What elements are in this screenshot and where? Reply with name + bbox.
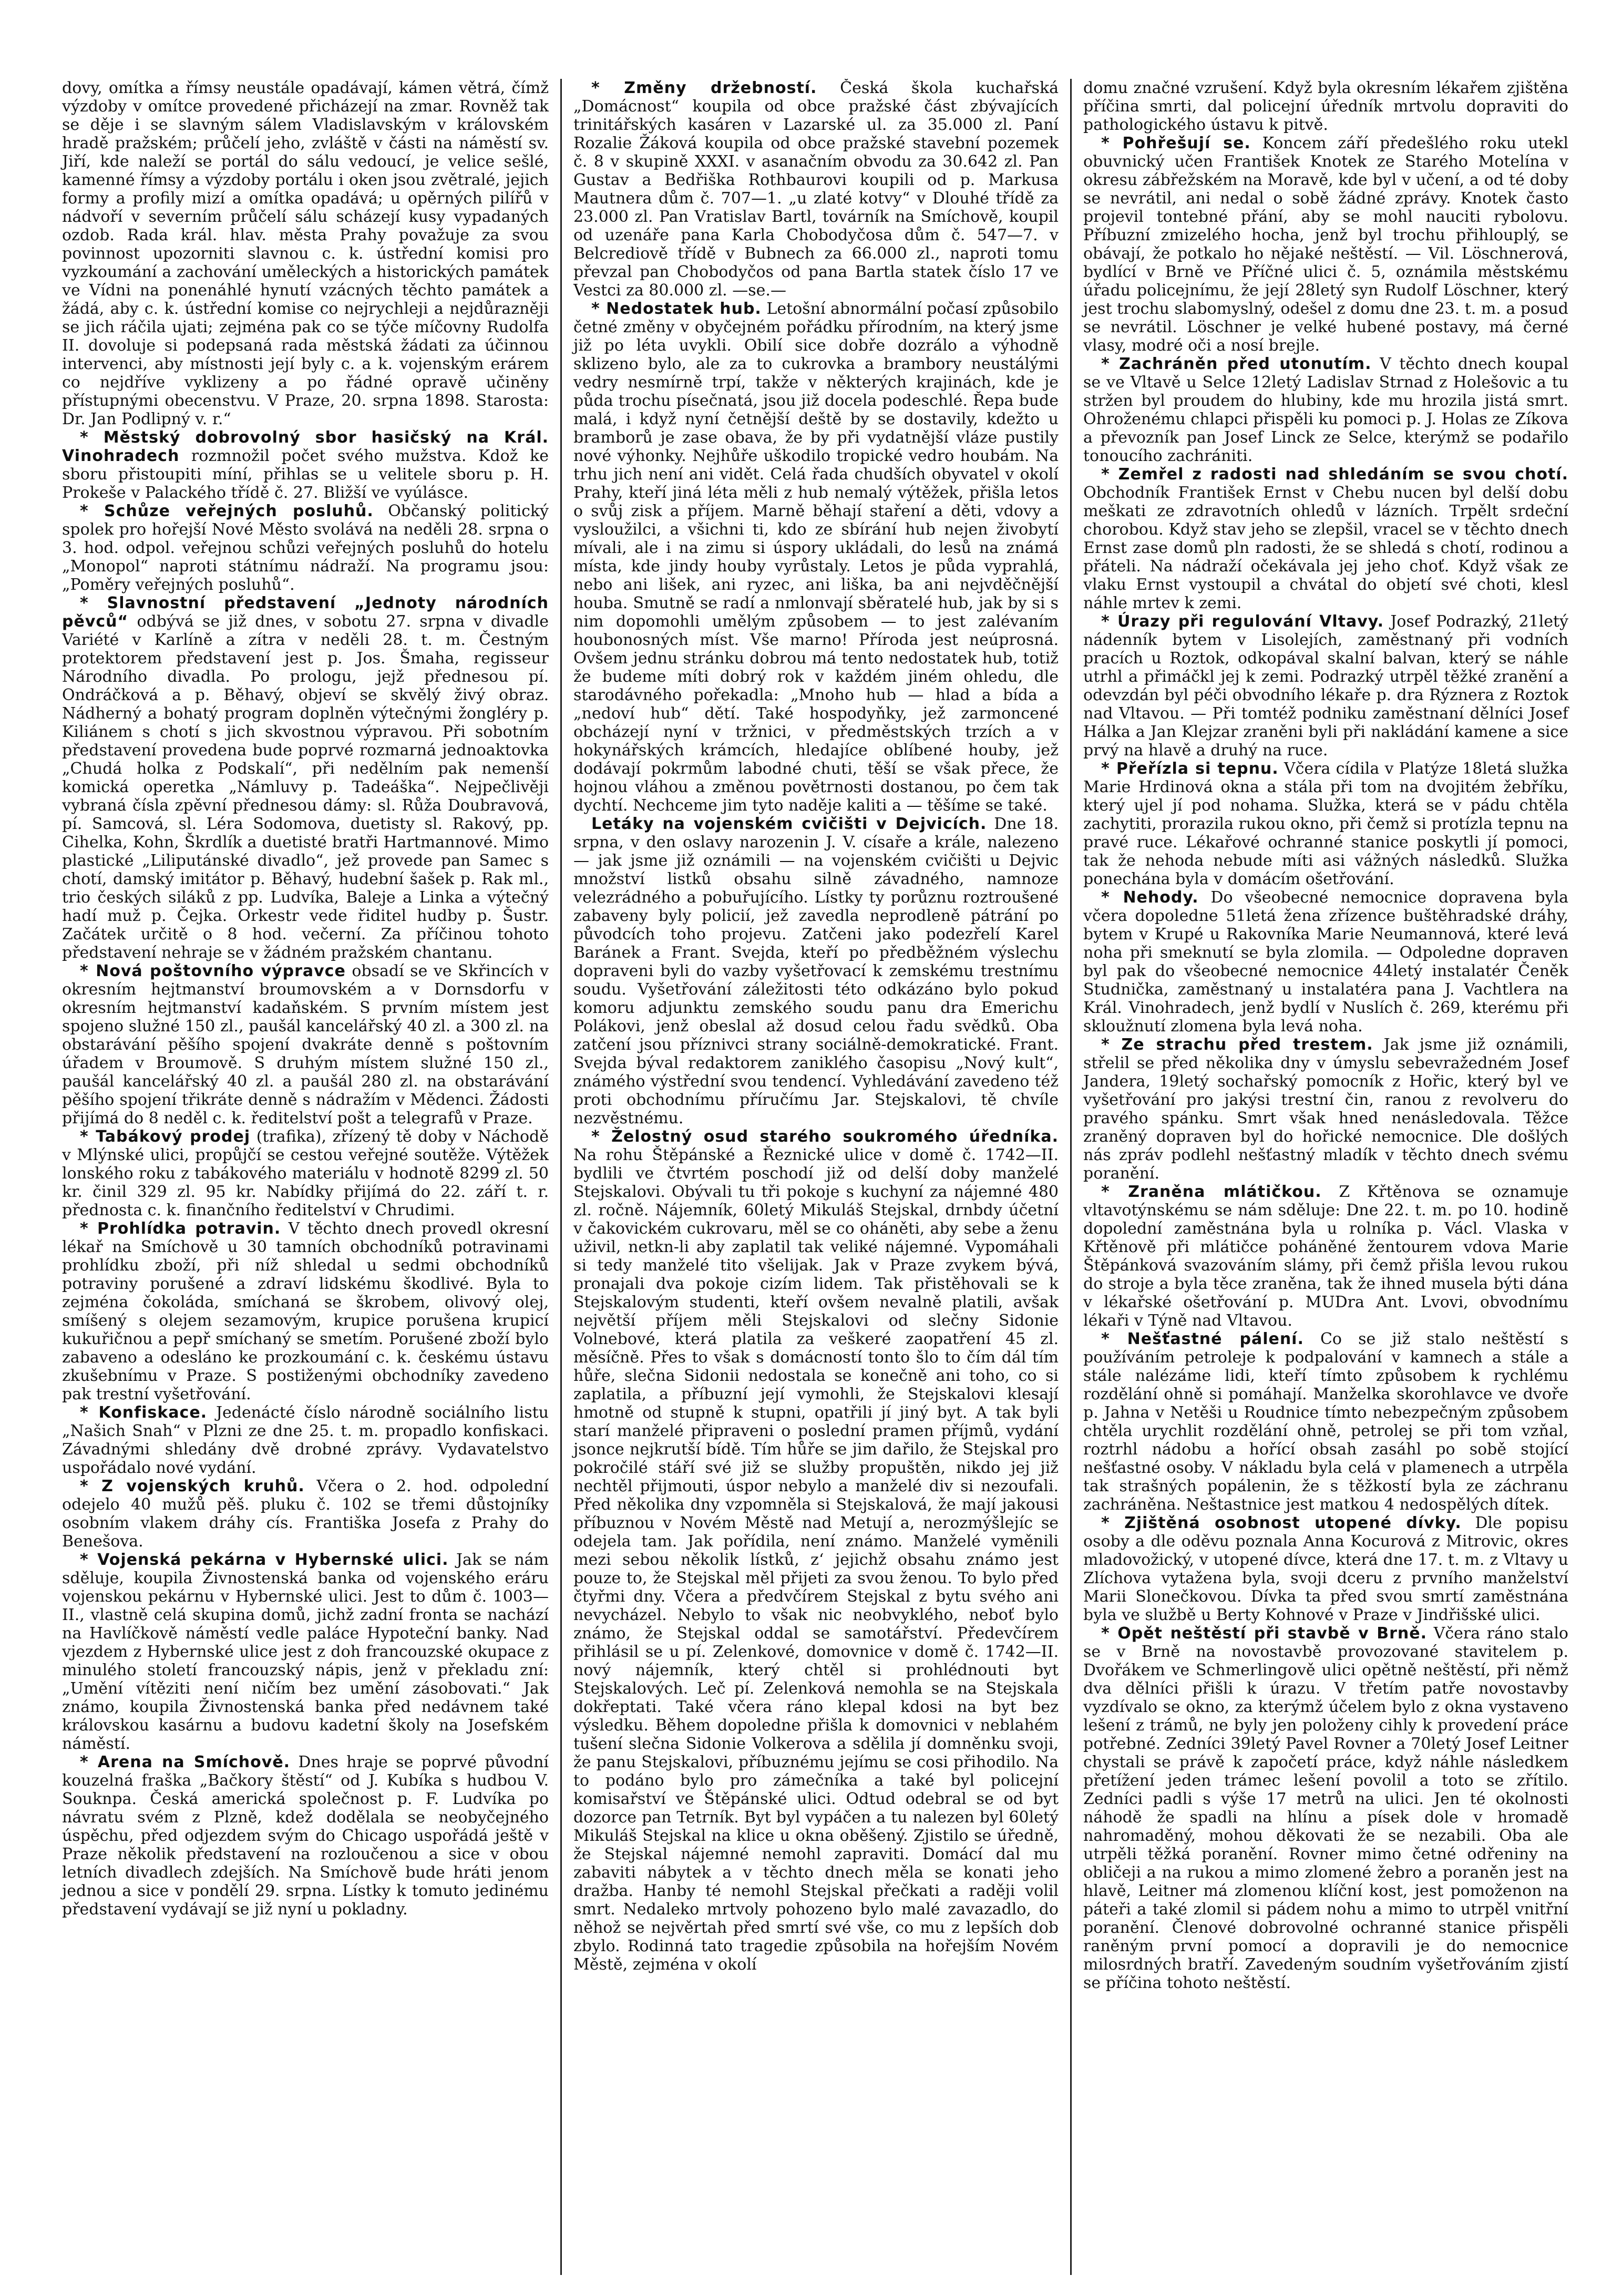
article-heading: * Prohlídka potravin. bbox=[80, 1219, 281, 1238]
article-text: Josef Podrazký, 21letý nádenník bytem v Lisolejích, zaměstnaný při vodních pracích u Roztok, odkopával skalní balvan, který se náhle utrhl a přimáčkl jej k zemi. Podrazký utrpěl těžké zranění a odevzdán byl péči obvodního lékaře p. dra Rýznera z Roztok nad Vltavou. — Při tomtéž podniku zaměstnaní dělníci Josef Hálka a Jan Klejzar zraněni byli při nakládání kamene a sice prvý na hlavě a druhý na ruce. bbox=[1083, 612, 1568, 760]
article-text: Koncem září předešlého roku utekl obuvnický učen František Knotek ze Starého Motelína v okresu zábřežském na Moravě, kde byl v učení, a od té doby se nevrátil, ani nedal o sobě žádné zprávy. Knotek často projevil tontebné přání, aby se mohl nauciti rybolovu. Příbuzní zmizelého hocha, jenž byl trochu přihlouplý, se obávají, že potkalo ho nějaké neštěstí. — Vil. Löschnerová, bydlící v Brně ve Příčné ulici č. 5, oznámila městskému úřadu policejnímu, že její 28letý syn Rudolf Löschner, který jest trochu slabomyslný, odešel z domu dne 23. t. m. a posud se nevrátil. Löschner je velké hubené postavy, má černé vlasy, modré oči a nosí brejle. bbox=[1083, 134, 1568, 355]
article bbox=[1083, 1514, 1568, 1624]
article-text: Jedenácté číslo národně sociálního listu „Našich Snah“ v Plzni ze dne 25. t. m. propadlo konfiskaci. Závadnými shledány dvě drobné zprávy. Vydavatelstvo uspořádalo nové vydání. bbox=[62, 1403, 549, 1477]
article bbox=[1083, 1183, 1568, 1330]
article-heading: * Z vojenských kruhů. bbox=[80, 1477, 305, 1495]
article-text: Občanský politický spolek pro hořejší Nové Město svolává na neděli 28. srpna o 3. hod. odpol. veřejnou schůzi veřejných posluhů do hotelu „Monopol“ naproti státnímu nádraží. Na programu jsou: „Poměry veřejných posluhů“. bbox=[62, 502, 549, 594]
article-heading: * Úrazy při regulování Vltavy. bbox=[1101, 612, 1384, 631]
article-text: Z Křtěnova se oznamuje vltavotýnskému se nám sděluje: Dne 22. t. m. po 10. hodině dopolední zaměstnána byla u rolníka p. Václ. Vlaska v Křtěnově při mlátičce poháněné žentourem vdova Marie Štěpánková svazováním slámy, při čemž přišla levou rukou do stroje a byla těce zraněna, tak že ihned musela býti dána v lékařské ošetřování p. MUDra Ant. Lvovi, obvodnímu lékaři v Týně nad Vltavou. bbox=[1083, 1183, 1568, 1330]
article-text: Česká škola kuchařská „Domácnost“ koupila od obce pražské část zbývajících trinitářských kasáren v Lazarské ul. za 35.000 zl. Paní Rozalie Žáková koupila od obce pražské stavební pozemek č. 8 v skupině XXXI. v asanačním obvodu za 30.642 zl. Pan Gustav a Bedřiška Rothbaurovi koupili od p. Markusa Mautnera dům č. 707—1. „u zlaté kotvy“ v Dlouhé třídě za 23.000 zl. Pan Vratislav Bartl, továrník na Smíchově, koupil od uzenáře pana Karla Chobodyčosa dům č. 547—7. v Belcrediově třídě v Bubnech za 66.000 zl., naproti tomu převzal pan Chobodyčos od pana Bartla statek číslo 17 ve Vestci za 80.000 zl. —se.— bbox=[573, 79, 1059, 300]
article-heading: * Opět neštěstí při stavbě v Brně. bbox=[1101, 1624, 1428, 1643]
article bbox=[62, 962, 549, 1128]
article-heading: * Tabákový prodej bbox=[80, 1128, 251, 1146]
article-heading: * Nedostatek hub. bbox=[591, 300, 762, 318]
article-heading: * Přeřízla si tepnu. bbox=[1101, 760, 1279, 778]
article-heading: * Městský dobrovolný sbor hasičský na Král. Vinohradech bbox=[62, 428, 549, 465]
article-text: Letošní abnormální počasí způsobilo četné změny v obyčejném pořádku přírodním, na který jsme již po léta uvykli. Obilí sice dobře dozrálo a výhodně sklizeno bylo, ale za to cukrovka a brambory neustálými vedry nesmírně trpí, takže v některých krajinách, kde je půda trochu písečnatá, jsou již docela podeschlé. Řepa bude malá, i když nyní četnější deště by se dostavily, kdežto u bramborů je zase obava, že by při vydatnější vláze pustily nové výhonky. Nejhůře uškodilo tropické vedro houbám. Na trhu jich není ani vidět. Celá řada chudších obyvatel v okolí Prahy, kteří jiná léta měli z hub nemalý výtěžek, přišla letos o svůj zisk a příjem. Marně běhají staření a děti, vdovy a vysloužilci, a všichni ti, kdo ze sbírání hub nejen živobytí mívali, ale i na zimu si úspory ukládali, do lesů na známá místa, kde jindy houby vyrůstaly. Letos je půda vyprahlá, nebo ani lišek, ani ryzec, ani liška, ba ani nejvděčnější houba. Smutně se radí a nmlonvají sběratelé hub, jak by si s nim dopomohli umělým způsobem — to jest zalévaním houbonosných míst. Vše marno! Příroda jest neúprosná. Ovšem jednu stránku dobrou má tento nedostatek hub, totiž že budeme míti dobrý rok v každém jiném ohledu, dle starodávného pořekadla: „Mnoho hub — hlad a bída a „nedoví hub“ dětí. Také hospodyňky, jež zarmoncené obcházejí nyní v tržnici, v předměstských trzích a v hokynářských krámcích, hledajíce oblíbené houby, jež dodávají pokrmům labodné chuti, těší se však přece, že hojnou vláhou a změnou povětrnosti dostanou, po čem tak dychtí. Nechceme jim tyto naděje kaliti a — těšíme se také. bbox=[573, 300, 1059, 815]
article-text: Dnes hraje se poprvé původní kouzelná fraška „Bačkory štěstí“ od J. Kubíka s hudbou V. Souknpa. Česká americká společnost p. F. Ludvíka po návratu svém z Plzně, kdež dodělala se neobyčejného úspěchu, před odjezdem svým do Chicago uspořádá ještě v Praze několik představení na rozloučenou a sice v obou letních divadlech zdejších. Na Smíchově bude hráti jenom jednou a sice v pondělí 29. srpna. Lístky k tomuto jedinému představení vydávají se již nyní u pokladny. bbox=[62, 1753, 549, 1919]
article-text: Včera ráno stalo se v Brně na novostavbě provozované stavitelem p. Dvořákem ve Schmerlingově ulici opětně neštěstí, při němž dva dělníci přišli k úrazu. V třetím patře novostavby vyzdívalo se okno, za kterýmž účelem bylo z okna vystaveno lešení z trámů, ne byly jen položeny cihly k provedení práce potřebné. Zedníci 39letý Pavel Rovner a 70letý Josef Leitner chystali se právě k započetí práce, když náhle následkem přetížení jeden trámec lešení povolil a toto se zřítilo. Zedníci padli s výše 17 metrů na ulici. Jen té okolnosti náhodě že spadli na hlínu a písek dole v hromadě nahromaděný, mohou děkovati že se nezabili. Oba ale utrpěli těžká poranění. Rovner mimo četné odřeniny na obličeji a na rukou a mimo zlomené žebro a poraněn jest na hlavě, Leitner má zlomenou klíční kost, jest pomoženon na páteři a také zlomil si pádem nohu a mimo to utrpěl vnitřní poranění. Členové dobrovolné ochranné stanice přispěli raněným první pomocí a dopravili je do nemocnice milosrdných bratří. Zavedeným soudním vyšetřováním zjistí se příčina tohoto neštěstí. bbox=[1083, 1624, 1568, 1992]
article-text: (trafika), zřízený tě doby v Náchodě v Mlýnské ulici, propůjčí se cestou veřejné soutěže. Výtěžek lonského roku z tabákového materiálu v hodnotě 8299 zl. 50 kr. činil 329 zl. 95 kr. Nabídky přijímá do 22. září t. r. přednosta c. k. finančního ředitelství v Chrudimi. bbox=[62, 1128, 549, 1219]
article bbox=[573, 1128, 1059, 1974]
article bbox=[573, 815, 1059, 1128]
article-heading: Letáky na vojenském cvičišti v Dejvicích. bbox=[591, 815, 987, 833]
article-heading: * Vojenská pekárna v Hybernské ulici. bbox=[80, 1551, 449, 1569]
article-text: dovy, omítka a římsy neustále opadávají, kámen větrá, čímž výzdoby v omítce provedené přicházejí na zmar. Rovněž tak se děje i se slavným sálem Vladislavským v královském hradě pražském; průčelí jeho, zvláště v části na náměstí sv. Jiří, kde naleží se portál do sálu vedoucí, je velice sešlé, kamenné římsy a výzdoby portálu i oken jsou zvětralé, jejich formy a profily mizí a omítka opadává; u opěrných pilířů v nádvoří v severním průčelí sálu scházejí kusy vypadaných ozdob. Rada král. hlav. města Prahy považuje za svou povinnost upozorniti slavnou c. k. ústřední komisi pro vyzkoumání a zachování uměleckých a historických památek ve Vídni na ponenáhlé hynutí vzácných těchto památek a žádá, aby c. k. ústřední komise co nejrychleji a nejdůrazněji se jich ráčila ujati; zejména pak co se týče míčovny Rudolfa II. dovoluje si podepsaná rada městská žádati za účinnou intervenci, aby místnosti její byly c. a k. vojenským erárem co nejdříve vyklizeny a po řádné opravě učiněny přístupnými obecenstvu. V Praze, 20. srpna 1898. Starosta: Dr. Jan Podlipný v. r.“ bbox=[62, 79, 549, 428]
article-heading: * Nehody. bbox=[1101, 888, 1199, 907]
article bbox=[1083, 355, 1568, 465]
article-text: Včera cídila v Platýze 18letá služka Marie Hrdinová okna a stála při tom na dvojitém žebříku, který ujel jí pod nohama. Služka, která se v pádu chtěla zachytiti, prorazila rukou okno, při čemž si protízla tepnu na pravé ruce. Lékařové ochranné stanice poskytli jí pomoci, tak že nehoda nebude míti asi vážných následků. Služka ponechána byla v domácím ošetřování. bbox=[1083, 760, 1568, 888]
article bbox=[1083, 79, 1568, 134]
text-columns bbox=[50, 79, 1596, 2275]
article-text: odbývá se již dnes, v sobotu 27. srpna v divadle Variété v Karlíně a zítra v neděli 28. t. m. Čestným protektorem představení jest p. Jos. Šmaha, regisseur Národního divadla. Po prologu, jejž přednesou pí. Ondráčková a p. Běhavý, objeví se skvělý živý obraz. Nádherný a bohatý program doplněn výtečnými žongléry p. Kiliánem s chotí s jich skvostnou výpravou. Při sobotním představení provedena bude poprvé rozmarná jednoaktovka „Chudá holka z Podskalí“, při nedělním pak nemenší komická operetka „Námluvy p. Tadeáška“. Nejpečlivěji vybraná čísla zpěvní přednesou dámy: sl. Růža Doubravová, pí. Samcová, sl. Léra Sodomova, duetisty sl. Rakový, pp. Cihelka, Kohn, Škrdlík a duetisté bratři Hartmannové. Mimo plastické „Liliputánské divadlo“, jež provede pan Samec s chotí, damský imitátor p. Běhavý, hudební šašek p. Rak ml., trio českých siláků z pp. Ludvíka, Baleje a Linka a výtečný hadí muž p. Čejka. Orkestr vede řiditel hudby p. Šustr. Začátek určitě o 8 hod. večerní. Za příčinou tohoto představení nehraje se v žádném pražském chantanu. bbox=[62, 612, 549, 962]
article-heading: * Nová poštovního výpravce bbox=[80, 962, 346, 980]
article-text: Jak se nám sděluje, koupila Živnostenská banka od vojenského eráru vojenskou pekárnu v Hybernské ulici. Jest to dům č. 1003—II., vlastně celá skupina domů, jichž zadní fronta se nachází na Havlíčkově náměstí vedle paláce Hypoteční banky. Nad vjezdem z Hybernské ulice jest z doh francouzské okupace z minulého století francouzský nápis, jenž v překladu zní: „Umění vítěziti není ničím bez umění zásobovati.“ Jak známo, koupila Živnostenská banka před nedávnem také královskou kasárnu a budovu kadetní školy na Josefském náměstí. bbox=[62, 1551, 549, 1753]
article bbox=[1083, 465, 1568, 612]
column-1 bbox=[50, 79, 560, 2275]
article bbox=[573, 300, 1059, 815]
article bbox=[1083, 888, 1568, 1036]
article-heading: * Ze strachu před trestem. bbox=[1101, 1036, 1373, 1054]
article-text: domu značné vzrušení. Když byla okresním lékařem zjištěna příčina smrti, dal policejní úředník mrtvolu dopraviti do pathologického ústavu k pitvě. bbox=[1083, 79, 1568, 134]
article-text: Jak jsme již oznámili, střelil se před několika dny v úmyslu sebevražedném Josef Jandera, 19letý sochařský pomocník z Hořic, který byl ve vyšetřování pro jakýsi trestní čin, ranou z revolveru do pravého spánku. Smrt však hned nenásledovala. Těžce zraněný dopraven byl do hořické nemocnice. Dle došlých nás zpráv podlehl nešťastný mladík v těchto dnech svému poranění. bbox=[1083, 1036, 1568, 1183]
article-heading: * Želostný osud starého soukromého úředníka. bbox=[591, 1128, 1059, 1146]
article-heading: * Zraněna mlátičkou. bbox=[1101, 1183, 1322, 1201]
article bbox=[1083, 760, 1568, 888]
article bbox=[1083, 134, 1568, 355]
article-heading: * Arena na Smíchově. bbox=[80, 1753, 291, 1771]
article bbox=[62, 428, 549, 502]
article bbox=[62, 79, 549, 428]
article-heading: * Zemřel z radosti nad shledáním se svou chotí. bbox=[1101, 465, 1568, 484]
article bbox=[1083, 1624, 1568, 1992]
article bbox=[62, 594, 549, 962]
article bbox=[573, 79, 1059, 300]
article bbox=[62, 1477, 549, 1551]
article-text: Včera o 2. hod. odpolední odejelo 40 mužů pěš. pluku č. 102 se třemi důstojníky osobním vlakem dráhy cís. Františka Josefa z Prahy do Benešova. bbox=[62, 1477, 549, 1551]
article-heading: * Zjištěná osobnost utopené dívky. bbox=[1101, 1514, 1462, 1532]
article bbox=[1083, 612, 1568, 760]
article-heading: * Slavnostní představení „Jednoty národních pěvců“ bbox=[62, 594, 549, 631]
article bbox=[1083, 1036, 1568, 1183]
article-text: obsadí se ve Skřincích v okresním hejtmanství broumovském a v Dornsdorfu v okresním hejtmanství kadaňském. S prvním místem jest spojeno služné 150 zl., paušál kancelářský 40 zl. a 300 zl. na obstarávání pěšího spojení dvakráte denně s poštovním úřadem v Broumově. S druhým místem služné 150 zl., paušál kancelářský 40 zl. a paušál 280 zl. na obstarávání pěšího spojení třikráte denně s nádražím v Mědenci. Žádosti přijímá do 8 neděl c. k. ředitelství pošt a telegrafů v Praze. bbox=[62, 962, 549, 1128]
article bbox=[62, 1128, 549, 1219]
article-text: rozmnožil počet svého mužstva. Kdož ke sboru přistoupiti míní, přihlas se u velitele sboru p. H. Prokeše v Palackého třídě č. 27. Bližší ve vyúlásce. bbox=[62, 447, 549, 502]
article-text: V těchto dnech koupal se ve Vltavě u Selce 12letý Ladislav Strnad z Holešovic a tu stržen byl proudem do hlubiny, kde mu hrozila jistá smrt. Ohroženému chlapci přispěli ku pomoci p. J. Holas ze Zíkova a převozník pan Josef Linck ze Selce, kterýmž se podařilo tonoucího zachrániti. bbox=[1083, 355, 1568, 465]
article bbox=[62, 1753, 549, 1919]
article-heading: * Nešťastné pálení. bbox=[1101, 1330, 1304, 1348]
article-heading: * Schůze veřejných posluhů. bbox=[80, 502, 374, 520]
article-text: Do všeobecné nemocnice dopravena byla včera dopoledne 51letá žena zřízence buštěhradské dráhy, bytem v Krupé u Rakovníka Marie Neumannová, které levá noha při smeknutí se byla zlomila. — Odpoledne dopraven byl pak do všeobecné nemocnice 44letý instalatér Čeněk Studnička, zaměstnaný u instalatéra pana J. Vachtlera na Král. Vinohradech, jenž bydlí v Nuslích č. 269, kterému při skloužnutí zlomena byla levá noha. bbox=[1083, 888, 1568, 1036]
article-text: Dne 18. srpna, v den oslavy narozenin J. V. císaře a krále, nalezeno — jak jsme již oznámili — na vojenském cvičišti u Dejvic množství listků obsahu silně závadného, namnoze velezrádného a pobuřujícího. Lístky ty porůznu roztroušené zabaveny byly policií, jež zavedla neprodleně pátrání po původcích toho projevu. Zatčeni jako podezřelí Karel Baránek a Frant. Svejda, kteří po předběžném výslechu dopraveni byli do vazby vyšetřovací k zemskému trestnímu soudu. Vyšetřování záležitosti této odkázáno bylo pokud komoru adjunktu zemského soudu panu dra Emerichu Polákovi, jenž obeslal až dosud celou řadu svědků. Oba zatčení jsou příznivci strany sociálně-demokratické. Frant. Svejda býval redaktorem zaniklého časopisu „Nový kult“, známého výstřední svou tendencí. Vyhledávání zavedeno též proti obchodnímu příručímu Jar. Stejskalovi, tě chvíle nezvěstnému. bbox=[573, 815, 1059, 1128]
article bbox=[62, 1219, 549, 1403]
article-text: Na rohu Štěpánské a Řeznické ulice v domě č. 1742—II. bydlili ve čtvrtém poschodí již od delší doby manželé Stejskalovi. Obývali tu tři pokoje s kuchyní za nájemné 480 zl. ročně. Nájemník, 60letý Mikuláš Stejskal, drnbdy účetní v čakovickém cukrovaru, měl se co oháněti, aby sebe a ženu uživil, netkn-li aby zaplatil tak veliké nájemné. Vypomáhali si tedy manželé tito všelijak. Jak v Praze zvykem bývá, pronajali dva pokoje cizím lidem. Tak přistěhovali se k Stejskalovým studenti, kteří ovšem nevalně platili, avšak největší příjem měli Stejskalovi od slečny Sidonie Volnebové, která platila za veškeré zaopatření 45 zl. měsíčně. Přes to však s domácností tonto šlo to čím dál tím hůře, slečna Sidonii nedostala se konečně ani toho, co si zaplatila, a příbuzní její vymohli, že Stejskalovi klesají hmotně od stupně k stupni, opatřili jí jiný byt. A tak byli starí manželé připraveni o poslední pramen příjmů, vydání jsonce nejkrutší bídě. Tím hůře se jim dařilo, že Stejskal pro pokročilé stáří své již se služby propuštěn, nikdo jej již nechtěl přijmouti, úspor nebylo a manželé div si nezoufali. Před několika dny vzpomněla si Stejskalová, že mají jakousi příbuznou v Novém Městě nad Metují a, nerozmýšlejíc se odejela tam. Jak pořídila, není známo. Manželé vyměnili mezi sebou několik lístků, z‘ jejichž obsahu známo jest pouze to, že Stejskal měl přijeti za svou ženou. To bylo před čtyřmi dny. Včera a předvčírem Stejskal z bytu svého ani nevycházel. Nebylo to však nic neobvyklého, neboť bylo známo, že Stejskal oddal se samotářství. Předevčírem přihlásil se u pí. Zelenkové, domovnice v domě č. 1742—II. nový nájemník, který chtěl si prohlédnouti byt Stejskalových. Leč pí. Zelenková nemohla se na Stejskala dokřeptati. Také včera ráno klepal kdosi na byt bez výsledku. Během dopoledne přišla k domovnici v neblahém tušení slečna Sidonie Volkerova a sdělila jí domněnku svoji, že panu Stejskalovi, příbuznému jejímu se cosi přihodilo. Na to podáno bylo pro zámečníka a také byl policejní komisařství ve Štěpánské ulici. Odtud odebral se od byt dozorce pan Tetrník. Byt byl vypáčen a tu nalezen byl 60letý Mikuláš Stejskal na klice u okna oběšený. Zjistilo se úředně, že Stejskal nájemné nemohl zapraviti. Domácí dal mu zabaviti nábytek a v těchto dnech měla se konati jeho dražba. Hanby té nemohl Stejskal přečkati a raději volil smrt. Nedaleko mrtvoly pohozeno bylo malé zavazadlo, do něhož se nejvěrtah před smrtí své vše, co mu z lepších dob zbylo. Rodinná tato tragedie způsobila na hořejším Novém Městě, zejména v okolí bbox=[573, 1146, 1059, 1974]
article bbox=[62, 1551, 549, 1753]
column-3 bbox=[1070, 79, 1580, 2275]
article-text: V těchto dnech provedl okresní lékař na Smíchově u 30 tamních obchodníků potravinami prohlídku zboží, při níž shledal u sedmi obchodníků potraviny porušené a zdraví lidskému škodlivé. Byla to zejména čokoláda, smíchaná se škrobem, olivový olej, smíšený s olejem sezamovým, krupice porušena krupicí kukuřičnou a pepř smíchaný se smetím. Porušené zboží bylo zabaveno a odesláno ke prozkoumání c. k. českému ústavu zkušebnímu v Praze. S postiženými obchodníky zavedeno pak trestní vyšetřování. bbox=[62, 1219, 549, 1403]
article bbox=[62, 502, 549, 594]
article-text: Co se již stalo neštěstí s používáním petroleje k podpalování v kamnech a stále a stále nalézáme lidi, kteří tímto způsobem k rychlému rozdělání ohně si pomáhají. Manželka skorohlavce ve dvoře p. Jahna v Netěši u Roudnice tímto nebezpečným způsobem chtěla urychlit rozdělání ohně, petrolej se při tom vzňal, roztrhl nádobu a hořící obsah zasáhl po sobě stojící nešťastné osoby. V nákladu byla celá v plamenech a utrpěla tak strašných popálenin, že s těžkostí byla ze záchranu zachráněna. Neštastnice jest matkou 4 nedospělých dítek. bbox=[1083, 1330, 1568, 1514]
article bbox=[62, 1403, 549, 1477]
article-heading: * Konfiskace. bbox=[80, 1403, 208, 1422]
column-2 bbox=[560, 79, 1070, 2275]
article-heading: * Pohřešují se. bbox=[1101, 134, 1251, 152]
article-heading: * Zachráněn před utonutím. bbox=[1101, 355, 1372, 373]
article-text: Obchodník František Ernst v Chebu nucen byl delší dobu meškati ze zdravotních ohledů v lázních. Trpělt srdeční chorobou. Když stav jeho se zlepšil, vracel se v těchto dnech Ernst zase domů pln radosti, že se shledá s chotí, rodinou a přáteli. Na nádraží očekávala jej jeho choť. Když však ze vlaku Ernst vystoupil a chvátal do objetí své choti, klesl náhle mrtev k zemi. bbox=[1083, 484, 1568, 612]
article-text: Dle popisu osoby a dle oděvu poznala Anna Kocurová z Mitrovic, okres mladovožický, v utopené dívce, která dne 17. t. m. z Vltavy u Zlíchova vytažena byla, svoji dceru z prvního manželství Marii Slonečkovou. Dívka ta před svou smrtí zaměstnána byla ve službě u Berty Kohnové v Praze v Jindřišské ulici. bbox=[1083, 1514, 1568, 1624]
article bbox=[1083, 1330, 1568, 1514]
article-heading: * Změny držebností. bbox=[591, 79, 817, 97]
